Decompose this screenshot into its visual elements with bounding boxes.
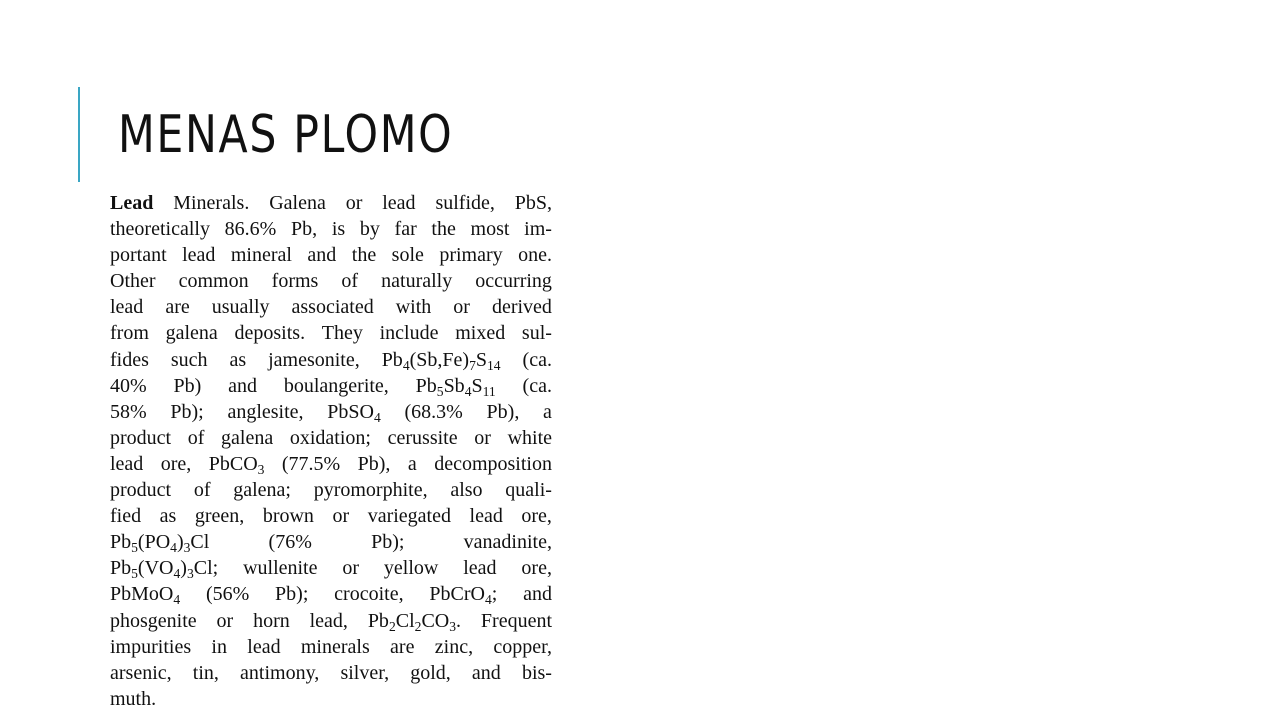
- excerpt-line: product of galena; pyromorphite, also quali-: [110, 479, 552, 502]
- excerpt-line: portant lead mineral and the sole primary one.: [110, 244, 552, 267]
- excerpt-line: theoretically 86.6% Pb, is by far the most im-: [110, 218, 552, 241]
- slide-title: MENAS PLOMO: [118, 105, 454, 165]
- excerpt-line: PbMoO$_4$ (56% Pb); crocoite, PbCrO$_4$; and: [110, 583, 552, 608]
- title-accent-bar: [78, 87, 80, 182]
- excerpt-line: impurities in lead minerals are zinc, copper,: [110, 635, 552, 658]
- excerpt-line: 40% Pb) and boulangerite, $Pb_5Sb_4S_{11}$ (ca.: [110, 374, 552, 399]
- excerpt-line: fides such as jamesonite, $Pb_4(Sb,Fe)_7S_{14}$ (ca.: [110, 348, 552, 373]
- excerpt-line: fied as green, brown or variegated lead ore,: [110, 505, 552, 528]
- lead-minerals-excerpt: [110, 190, 552, 712]
- excerpt-line: Lead Minerals. Galena or lead sulfide, PbS,: [110, 192, 552, 214]
- excerpt-line: muth.: [110, 687, 157, 710]
- excerpt-line: lead ore, PbCO$_3$ (77.5% Pb), a decomposition: [110, 452, 552, 478]
- excerpt-line: product of galena oxidation; cerussite or white: [110, 426, 552, 449]
- excerpt-line: phosgenite or horn lead, $Pb_2Cl_2CO_3$. Frequent: [110, 609, 552, 634]
- excerpt-line: Other common forms of naturally occurring: [110, 270, 552, 293]
- excerpt-line: from galena deposits. They include mixed sul-: [110, 322, 552, 345]
- excerpt-line: 58% Pb); anglesite, PbSO$_4$ (68.3% Pb), a: [110, 400, 552, 425]
- excerpt-line: $Pb_5(PO_4)_3Cl$ (76% Pb); vanadinite,: [110, 531, 552, 556]
- excerpt-line: arsenic, tin, antimony, silver, gold, and bis-: [110, 661, 552, 684]
- excerpt-line: lead are usually associated with or derived: [110, 296, 552, 319]
- excerpt-line: $Pb_5(VO_4)_3Cl$; wullenite or yellow lead ore,: [110, 557, 552, 582]
